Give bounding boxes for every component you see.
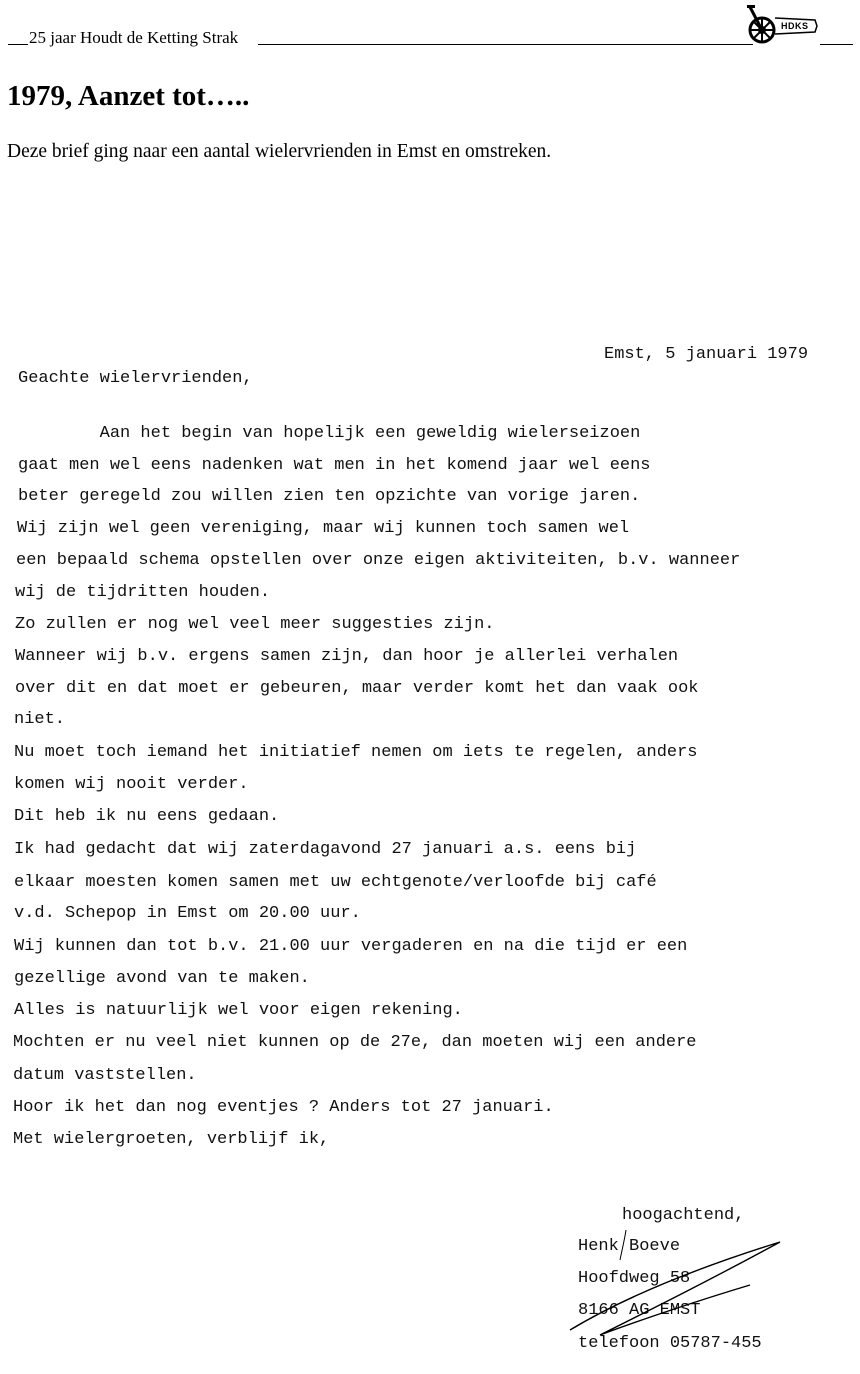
signature-line: 8166 AG EMST (578, 1301, 701, 1320)
letter-line: elkaar moesten komen samen met uw echtgenote/verloofde bij café (14, 873, 657, 892)
letter-line: Wij zijn wel geen vereniging, maar wij kunnen toch samen wel (17, 519, 630, 538)
letter-line: Mochten er nu veel niet kunnen op de 27e, dan moeten wij een andere (13, 1033, 697, 1052)
letter-line: Dit heb ik nu eens gedaan. (14, 807, 280, 826)
letter-line: Wij kunnen dan tot b.v. 21.00 uur vergaderen en na die tijd er een (14, 937, 688, 956)
letter-line: over dit en dat moet er gebeuren, maar verder komt het dan vaak ook (15, 679, 699, 698)
letter-line: Wanneer wij b.v. ergens samen zijn, dan hoor je allerlei verhalen (15, 647, 679, 666)
signature-line: Hoofdweg 58 (578, 1269, 691, 1288)
intro-paragraph: Deze brief ging naar een aantal wielervrienden in Emst en omstreken. (7, 141, 552, 162)
letter-line: Nu moet toch iemand het initiatief nemen om iets te regelen, anders (14, 743, 698, 762)
running-title: 25 jaar Houdt de Ketting Strak (29, 28, 239, 47)
letter-line: gaat men wel eens nadenken wat men in het komend jaar wel eens (18, 456, 651, 475)
letter-line: wij de tijdritten houden. (15, 583, 271, 602)
letter-closing: hoogachtend, (622, 1206, 745, 1225)
letter-line: gezellige avond van te maken. (14, 969, 310, 988)
handwritten-signature-icon (560, 1230, 790, 1360)
letter-date: Emst, 5 januari 1979 (604, 345, 809, 364)
letter-line: een bepaald schema opstellen over onze eigen aktiviteiten, b.v. wanneer (16, 551, 741, 570)
letter-line: datum vaststellen. (13, 1066, 197, 1085)
letter-salutation: Geachte wielervrienden, (18, 369, 253, 388)
letter-line: v.d. Schepop in Emst om 20.00 uur. (14, 904, 361, 923)
signature-line: Henk Boeve (578, 1237, 681, 1256)
logo-text: HDKS (781, 21, 809, 31)
letter-line: Ik had gedacht dat wij zaterdagavond 27 januari a.s. eens bij (14, 840, 637, 859)
page-title: 1979, Aanzet tot….. (7, 80, 250, 112)
letter-line: Met wielergroeten, verblijf ik, (13, 1130, 330, 1149)
letter-line: Zo zullen er nog wel veel meer suggesties zijn. (15, 615, 495, 634)
letter-line: komen wij nooit verder. (14, 775, 249, 794)
letter-line: Aan het begin van hopelijk een geweldig wielerseizoen (18, 424, 641, 443)
letter-line: Alles is natuurlijk wel voor eigen rekening. (14, 1001, 463, 1020)
letter-line: beter geregeld zou willen zien ten opzichte van vorige jaren. (18, 487, 641, 506)
letter-line: niet. (14, 710, 66, 729)
letter-line: Hoor ik het dan nog eventjes ? Anders tot 27 januari. (13, 1098, 554, 1117)
signature-line: telefoon 05787-455 (578, 1334, 762, 1353)
